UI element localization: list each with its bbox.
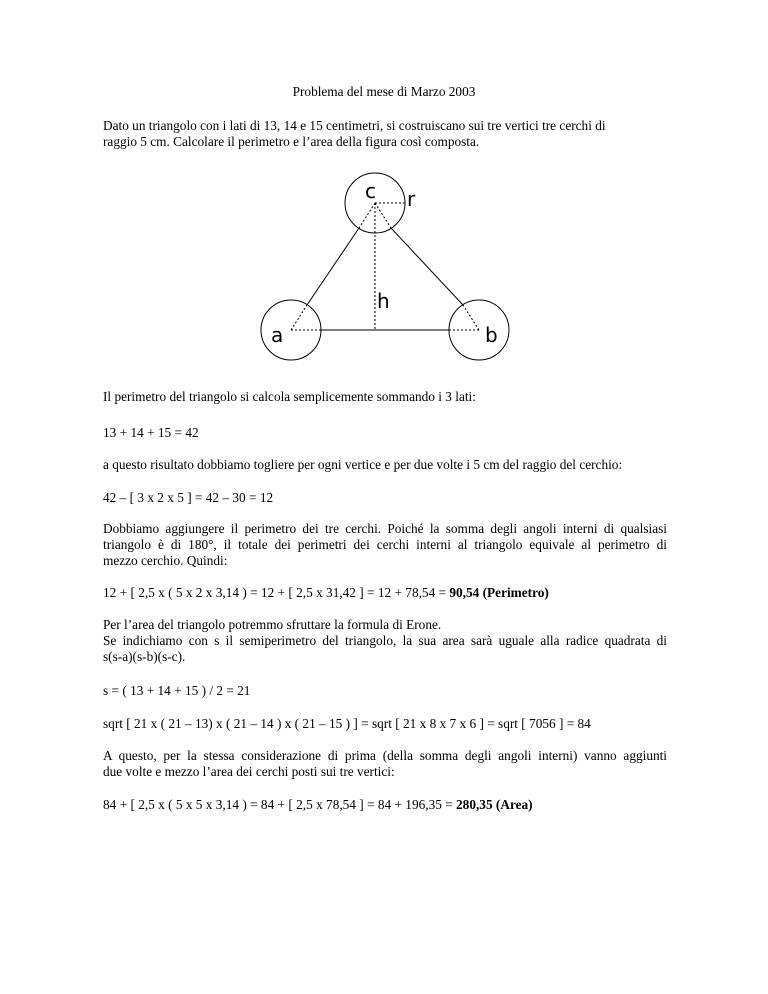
semiperimeter: s = ( 13 + 14 + 15 ) / 2 = 21 [103,683,251,698]
sum-sides: 13 + 14 + 15 = 42 [103,425,199,440]
label-h: h [377,289,390,313]
side-bc [391,228,463,305]
triangle-diagram [253,170,523,365]
area-intro-line-3: s(s-a)(s-b)(s-c). [103,649,186,664]
problem-statement [103,118,667,150]
side-bc-inner-c [375,203,391,228]
perimeter-intro: Il perimetro del triangolo si calcola semplicemente sommando i 3 lati: [103,389,476,404]
side-ac-inner-c [359,203,375,228]
add-area-line-1: A questo, per la stessa considerazione di prima (della somma degli angoli interni) vanno aggiunti [103,748,667,763]
perimeter-calc-line [103,585,667,601]
problem-line-1: Dato un triangolo con i lati di 13, 14 e 15 centimetri, si costruiscano sui tre vertici tre cerchi di [103,118,606,133]
area-calc: 84 + [ 2,5 x ( 5 x 5 x 3,14 ) = 84 + [ 2,5 x 78,54 ] = 84 + 196,35 = [103,797,457,812]
problem-line-2: raggio 5 cm. Calcolare il perimetro e l’area della figura così composta. [103,134,480,149]
perimeter-result: 90,54 (Perimetro) [449,585,549,600]
side-ac-inner-a [291,305,307,330]
add-area-paragraph [103,748,667,780]
area-calc-line [103,797,667,813]
area-intro-paragraph [103,617,667,665]
page-title: Problema del mese di Marzo 2003 [292,84,476,99]
side-bc-inner-b [463,305,479,330]
label-a: a [271,323,284,347]
circles-line-1: Dobbiamo aggiungere il perimetro dei tre cerchi. Poiché la somma degli angoli interni di qualsiasi [103,521,667,536]
area-intro-line-1: Per l’area del triangolo potremmo sfruttare la formula di Erone. [103,617,442,632]
perimeter-calc: 12 + [ 2,5 x ( 5 x 2 x 3,14 ) = 12 + [ 2,5 x 31,42 ] = 12 + 78,54 = [103,585,450,600]
label-b: b [485,323,498,347]
label-r: r [407,187,416,211]
area-result: 280,35 (Area) [456,797,533,812]
triangle-figure [253,170,523,365]
circles-line-2: triangolo è di 180°, il totale dei perimetri dei cerchi interni al triangolo equivale al perimetro di [103,537,667,552]
circles-line-3: mezzo cerchio. Quindi: [103,553,228,568]
add-area-line-2: due volte e mezzo l’area dei cerchi posti sui tre vertici: [103,764,395,779]
circles-paragraph [103,521,667,569]
area-intro-line-2: Se indichiamo con s il semiperimetro del triangolo, la sua area sarà uguale alla radice quadrata di [103,633,667,648]
heron-calc: sqrt [ 21 x ( 21 – 13) x ( 21 – 14 ) x ( 21 – 15 ) ] = sqrt [ 21 x 8 x 7 x 6 ] = sqrt [ 7056 ] = 84 [103,716,591,731]
subtract-intro: a questo risultato dobbiamo togliere per ogni vertice e per due volte i 5 cm del raggio del cerchio: [103,457,623,472]
subtract-calc: 42 – [ 3 x 2 x 5 ] = 42 – 30 = 12 [103,490,274,505]
side-ac [307,228,359,305]
label-c: c [365,179,376,203]
